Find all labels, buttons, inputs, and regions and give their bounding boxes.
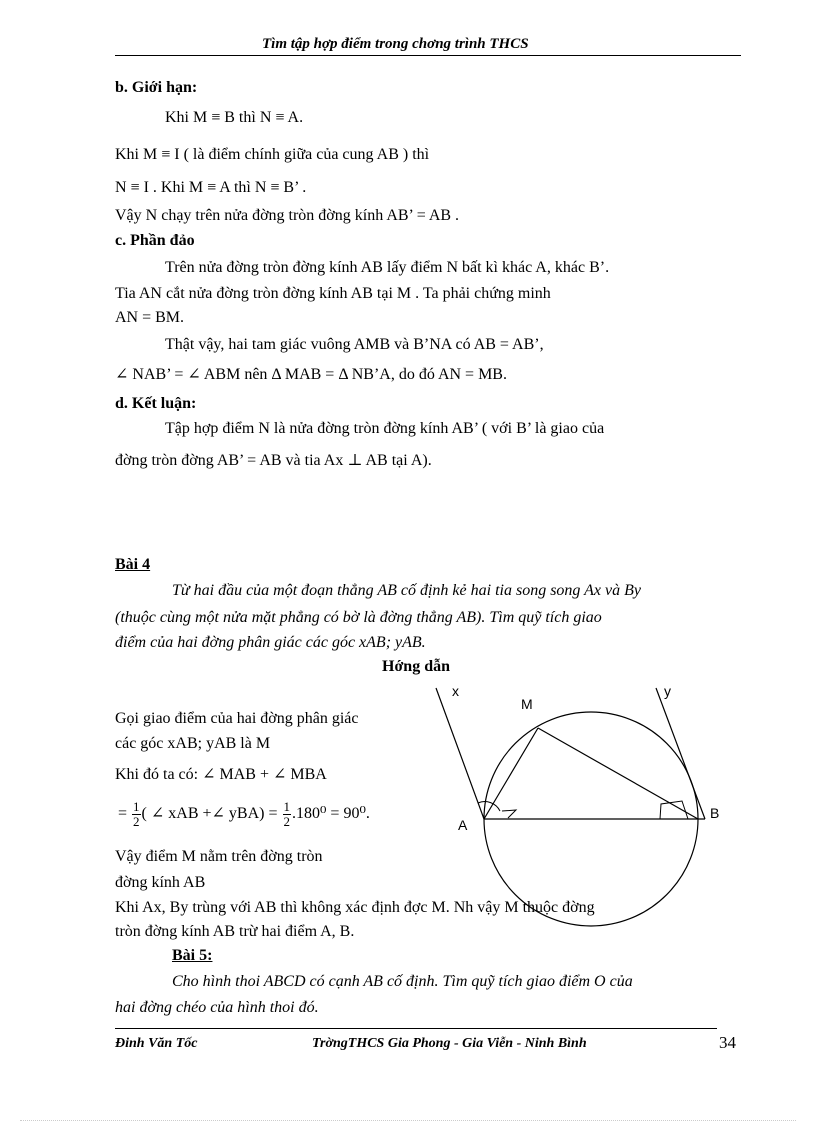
bai5-problem-line-2: hai đờng chéo của hình thoi đó.: [115, 999, 319, 1016]
formula-paren: ( ∠ xAB +∠ yBA) =: [141, 805, 278, 822]
section-c-line-3: AN = BM.: [115, 309, 185, 326]
label-m: M: [521, 696, 533, 712]
label-a: A: [458, 817, 468, 833]
footer-rule: [115, 1028, 717, 1029]
section-d-line-1: Tập hợp điểm N là nửa đờng tròn đờng kính AB’ ( với B’ là giao của: [165, 420, 605, 437]
segment-mb: [538, 728, 698, 819]
label-b: B: [710, 805, 720, 821]
header-title: Tìm tập hợp điểm trong chơng trình THCS: [262, 36, 529, 52]
section-d-heading: d. Kết luận:: [115, 395, 197, 412]
geometry-figure: [420, 670, 740, 930]
bai4-solution2-line-1: Vậy điểm M nằm trên đờng tròn: [115, 848, 323, 865]
section-b-line-1: Khi M ≡ B thì N ≡ A.: [165, 109, 304, 126]
angle-tick-a: [502, 810, 516, 818]
page-number: 34: [719, 1033, 736, 1052]
bai4-solution-line-1: Gọi giao điểm của hai đờng phân giác: [115, 710, 359, 727]
formula-frac-1: $\frac{1}{2}$: [133, 798, 140, 829]
section-c-heading: c. Phần đảo: [115, 232, 195, 249]
segment-am: [484, 728, 538, 819]
bai4-problem-line-2: (thuộc cùng một nửa mặt phẳng có bờ là đờng thẳng AB). Tìm quỹ tích giao: [115, 609, 602, 626]
section-b-line-3: N ≡ I . Khi M ≡ A thì N ≡ B’ .: [115, 179, 307, 196]
bai4-guide-heading: Hớng dẫn: [382, 658, 450, 675]
section-c-line-5: ∠ NAB’ = ∠ ABM nên Δ MAB = Δ NB’A, do đó AN = MB.: [115, 366, 507, 383]
section-c-line-2: Tia AN cắt nửa đờng tròn đờng kính AB tại M . Ta phải chứng minh: [115, 285, 551, 302]
ray-ax: [436, 688, 484, 819]
formula-eq: =: [118, 805, 128, 822]
formula-frac-2: $\frac{1}{2}$: [283, 798, 290, 829]
page-edge-dots: [20, 1120, 796, 1121]
section-c-line-1: Trên nửa đờng tròn đờng kính AB lấy điểm N bất kì khác A, khác B’.: [165, 259, 610, 276]
bai4-solution-line-2: các góc xAB; yAB là M: [115, 735, 271, 752]
header-rule: [115, 55, 741, 56]
bai4-solution2-line-3: Khi Ax, By trùng với AB thì không xác định đợc M. Nh vậy M thuộc đờng: [115, 899, 595, 916]
bai4-problem-line-1: Từ hai đầu của một đoạn thẳng AB cố định kẻ hai tia song song Ax và By: [172, 582, 641, 599]
formula-tail: .180⁰ = 90⁰.: [292, 805, 370, 822]
section-b-heading: b. Giới hạn:: [115, 79, 198, 96]
label-x: x: [452, 683, 459, 699]
section-b-line-4: Vậy N chạy trên nửa đờng tròn đờng kính AB’ = AB .: [115, 207, 460, 224]
bai5-title: Bài 5:: [172, 947, 213, 964]
angle-mark-b: [660, 801, 688, 819]
section-d-line-2: đờng tròn đờng AB’ = AB và tia Ax ⊥ AB tại A).: [115, 452, 432, 469]
bai4-problem-line-3: điểm của hai đờng phân giác các góc xAB; yAB.: [115, 634, 426, 651]
footer-author: Đinh Văn Tốc: [115, 1036, 198, 1051]
bai4-solution2-line-2: đờng kính AB: [115, 874, 206, 891]
bai4-solution2-line-4: tròn đờng kính AB trừ hai điểm A, B.: [115, 923, 355, 940]
label-y: y: [664, 683, 671, 699]
section-b-line-2: Khi M ≡ I ( là điểm chính giữa của cung AB ) thì: [115, 146, 430, 163]
bai4-formula: [118, 797, 370, 831]
bai4-title: Bài 4: [115, 556, 151, 573]
section-c-line-4: Thật vậy, hai tam giác vuông AMB và B’NA có AB = AB’,: [165, 336, 544, 353]
bai4-solution-line-3: Khi đó ta có: ∠ MAB + ∠ MBA: [115, 766, 327, 783]
footer-school: TrờngTHCS Gia Phong - Gia Viễn - Ninh Bình: [312, 1036, 587, 1051]
bai5-problem-line-1: Cho hình thoi ABCD có cạnh AB cố định. Tìm quỹ tích giao điểm O của: [172, 973, 633, 990]
